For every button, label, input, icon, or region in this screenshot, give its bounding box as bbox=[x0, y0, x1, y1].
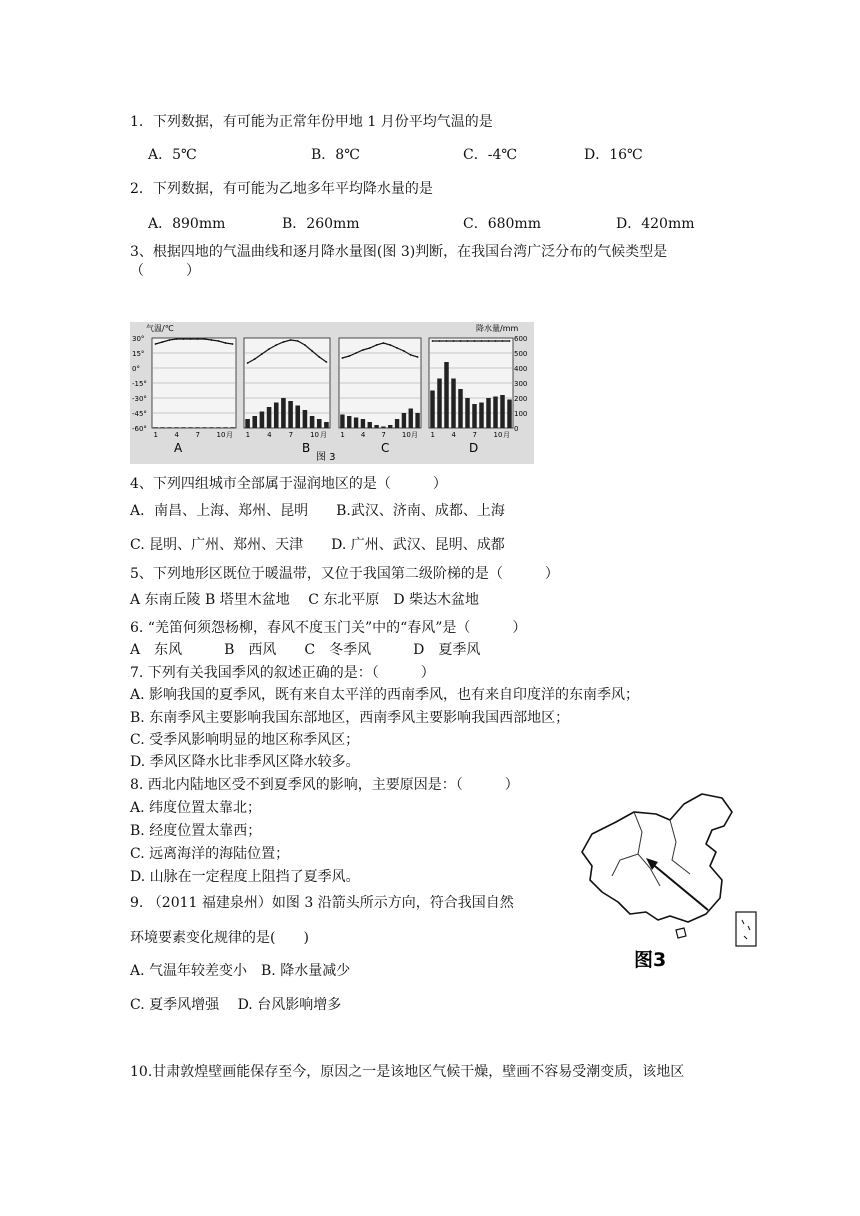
precipitation-bar bbox=[486, 398, 490, 428]
precipitation-bar bbox=[195, 427, 199, 428]
hainan-island bbox=[676, 928, 686, 938]
q8-option-c: C. 远离海洋的海陆位置； bbox=[130, 846, 290, 862]
q4-options-cd: C. 昆明、广州、郑州、天津 D. 广州、武汉、昆明、成都 bbox=[130, 537, 505, 553]
temperature-point bbox=[403, 350, 405, 352]
temperature-point bbox=[183, 338, 185, 340]
precipitation-tick-label: 600 bbox=[514, 335, 528, 343]
precipitation-bar bbox=[374, 425, 378, 428]
precipitation-bar bbox=[437, 379, 441, 429]
precipitation-bar bbox=[245, 419, 250, 428]
q7-option-b: B. 东南季风主要影响我国东部地区，西南季风主要影响我国西部地区； bbox=[130, 710, 570, 726]
precipitation-bar bbox=[361, 419, 365, 428]
temperature-point bbox=[254, 358, 256, 360]
precipitation-bar bbox=[181, 427, 185, 428]
temperature-point bbox=[410, 354, 412, 356]
precipitation-ticks bbox=[514, 335, 527, 433]
month-unit-label: 月 bbox=[503, 431, 510, 439]
q9-options-cd: C. 夏季风增强 D. 台风影响增多 bbox=[130, 997, 342, 1013]
question-2-stem: 2．下列数据，有可能为乙地多年平均降水量的是 bbox=[130, 181, 433, 197]
precipitation-bar bbox=[252, 416, 257, 428]
panel-label: D bbox=[469, 441, 479, 455]
climate-panel-C bbox=[339, 338, 421, 455]
temperature-point bbox=[355, 352, 357, 354]
temperature-point bbox=[247, 362, 249, 364]
month-tick-label: 7 bbox=[381, 431, 386, 439]
precipitation-bar bbox=[507, 400, 511, 429]
temperature-point bbox=[453, 340, 455, 342]
temperature-point bbox=[383, 342, 385, 344]
temperature-point bbox=[190, 338, 192, 340]
question-8-stem: 8. 西北内陆地区受不到夏季风的影响，主要原因是：（ ） bbox=[130, 777, 519, 793]
q2-option-d: D．420mm bbox=[616, 216, 695, 232]
precipitation-bar bbox=[444, 362, 448, 428]
q9-options-ab: A. 气温年较差变小 B. 降水量减少 bbox=[130, 963, 351, 979]
precipitation-bar bbox=[174, 427, 178, 428]
precipitation-bar bbox=[354, 418, 358, 429]
temperature-point bbox=[204, 338, 206, 340]
temperature-ticks bbox=[132, 335, 147, 433]
question-1-stem: 1．下列数据，有可能为正常年份甲地 1 月份平均气温的是 bbox=[130, 114, 493, 130]
precipitation-bar bbox=[395, 419, 399, 428]
temperature-point bbox=[290, 339, 292, 341]
month-tick-label: 1 bbox=[153, 431, 158, 439]
panel-label: C bbox=[381, 441, 390, 455]
precipitation-bar bbox=[493, 397, 497, 429]
month-tick-label: 4 bbox=[267, 431, 272, 439]
precipitation-bar bbox=[188, 427, 192, 428]
climate-panel-D bbox=[429, 338, 513, 455]
question-9-stem: 9. （2011 福建泉州）如图 3 沿箭头所示方向，符合我国自然 bbox=[130, 895, 514, 911]
climate-panel-A bbox=[152, 338, 236, 455]
q6-options: A 东风 B 西风 C 冬季风 D 夏季风 bbox=[130, 642, 481, 658]
precipitation-bar bbox=[153, 427, 157, 428]
precipitation-bar bbox=[500, 395, 504, 428]
precipitation-bar bbox=[465, 398, 469, 428]
panel-label: B bbox=[302, 441, 311, 455]
q8-option-b: B. 经度位置太靠西； bbox=[130, 823, 262, 839]
temperature-point bbox=[467, 340, 469, 342]
temperature-tick-label: -45° bbox=[132, 410, 147, 418]
panel-label: A bbox=[174, 441, 183, 455]
temperature-point bbox=[417, 356, 419, 358]
month-tick-label: 7 bbox=[288, 431, 294, 439]
temperature-tick-label: 30° bbox=[132, 335, 145, 343]
precipitation-bar bbox=[209, 427, 213, 428]
temperature-point bbox=[218, 340, 220, 342]
question-6-stem: 6. “羌笛何须怨杨柳，春风不度玉门关”中的“春风”是（ ） bbox=[130, 620, 527, 636]
temperature-point bbox=[283, 341, 285, 343]
temperature-tick-label: -15° bbox=[132, 380, 147, 388]
temperature-point bbox=[474, 340, 476, 342]
temperature-point bbox=[275, 344, 277, 346]
precipitation-axis-label: 降水量/mm bbox=[476, 324, 519, 333]
temperature-point bbox=[211, 339, 213, 341]
q1-option-c: C．-4℃ bbox=[463, 147, 518, 163]
precipitation-bar bbox=[430, 391, 434, 429]
question-4-stem: 4、下列四组城市全部属于湿润地区的是（ ） bbox=[130, 476, 447, 492]
china-map-figure bbox=[572, 790, 760, 970]
q7-option-a: A. 影响我国的夏季风，既有来自太平洋的西南季风，也有来自印度洋的东南季风； bbox=[130, 687, 640, 703]
question-3-stem: 3、根据四地的气温曲线和逐月降水量图(图 3)判断，在我国台湾广泛分布的气候类型是 bbox=[130, 244, 668, 260]
precipitation-bar bbox=[167, 427, 171, 428]
q4-options-ab: A．南昌、上海、郑州、昆明 B.武汉、济南、成都、上海 bbox=[130, 503, 505, 519]
precipitation-bar bbox=[451, 379, 455, 429]
temperature-point bbox=[197, 338, 199, 340]
temperature-tick-label: 15° bbox=[132, 350, 145, 358]
temperature-tick-label: -30° bbox=[132, 395, 147, 403]
month-tick-label: 7 bbox=[472, 431, 477, 439]
temperature-point bbox=[342, 357, 344, 359]
precipitation-bar bbox=[381, 427, 385, 429]
precipitation-bar bbox=[260, 412, 265, 429]
precipitation-bar bbox=[303, 410, 308, 428]
q1-option-d: D．16℃ bbox=[584, 147, 643, 163]
month-tick-label: 1 bbox=[245, 431, 251, 439]
temperature-point bbox=[481, 340, 483, 342]
temperature-point bbox=[225, 342, 227, 344]
temperature-point bbox=[232, 343, 234, 345]
q7-option-d: D. 季风区降水比非季风区降水较多。 bbox=[130, 754, 360, 770]
precipitation-bar bbox=[281, 398, 286, 428]
precipitation-bar bbox=[202, 427, 206, 428]
temperature-point bbox=[318, 356, 320, 358]
precipitation-bar bbox=[458, 389, 462, 428]
temperature-point bbox=[432, 340, 434, 342]
precipitation-tick-label: 100 bbox=[514, 410, 528, 418]
month-tick-label: 10 bbox=[493, 431, 503, 439]
question-7-stem: 7. 下列有关我国季风的叙述正确的是：（ ） bbox=[130, 665, 435, 681]
temperature-point bbox=[326, 361, 328, 363]
precipitation-bar bbox=[223, 427, 227, 428]
month-tick-label: 1 bbox=[430, 431, 435, 439]
month-tick-label: 10 bbox=[310, 431, 320, 439]
month-tick-label: 1 bbox=[340, 431, 345, 439]
month-tick-label: 4 bbox=[360, 431, 366, 439]
climate-panel-B bbox=[244, 338, 330, 455]
temperature-point bbox=[311, 350, 313, 352]
temperature-point bbox=[439, 340, 441, 342]
month-tick-label: 4 bbox=[451, 431, 456, 439]
temperature-point bbox=[376, 344, 378, 346]
precipitation-tick-label: 400 bbox=[514, 365, 528, 373]
precipitation-bar bbox=[472, 404, 476, 428]
temperature-point bbox=[297, 340, 299, 342]
precipitation-bar bbox=[402, 413, 406, 428]
month-unit-label: 月 bbox=[320, 431, 327, 439]
temperature-point bbox=[169, 339, 171, 341]
q1-option-a: A．5℃ bbox=[148, 147, 197, 163]
precipitation-bar bbox=[479, 403, 483, 429]
temperature-point bbox=[502, 340, 504, 342]
precipitation-bar bbox=[295, 406, 300, 429]
precipitation-bar bbox=[160, 427, 164, 428]
question-5-stem: 5、下列地形区既位于暖温带，又位于我国第二级阶梯的是（ ） bbox=[130, 566, 559, 582]
precipitation-bar bbox=[347, 416, 351, 428]
figure-3-map-caption: 图3 bbox=[634, 949, 667, 970]
precipitation-bar bbox=[415, 413, 419, 428]
temperature-point bbox=[176, 338, 178, 340]
china-outline bbox=[582, 794, 732, 922]
precipitation-tick-label: 200 bbox=[514, 395, 528, 403]
precipitation-bar bbox=[230, 427, 234, 428]
q5-options: A 东南丘陵 B 塔里木盆地 C 东北平原 D 柴达木盆地 bbox=[130, 592, 480, 608]
precipitation-bar bbox=[340, 415, 344, 429]
temperature-point bbox=[162, 341, 164, 343]
q1-option-b: B．8℃ bbox=[311, 147, 360, 163]
precipitation-bar bbox=[274, 403, 279, 429]
q8-option-a: A. 纬度位置太靠北； bbox=[130, 800, 262, 816]
month-tick-label: 10 bbox=[401, 431, 411, 439]
q7-option-c: C. 受季风影响明显的地区称季风区； bbox=[130, 732, 360, 748]
q8-option-d: D. 山脉在一定程度上阻挡了夏季风。 bbox=[130, 869, 360, 885]
precipitation-bar bbox=[317, 419, 322, 428]
temperature-point bbox=[389, 344, 391, 346]
figure-3-caption: 图 3 bbox=[316, 452, 336, 463]
month-tick-label: 10 bbox=[216, 431, 226, 439]
q2-option-b: B．260mm bbox=[282, 216, 360, 232]
climate-charts-figure bbox=[130, 322, 534, 464]
internal-boundary bbox=[612, 812, 690, 886]
temperature-point bbox=[495, 340, 497, 342]
month-tick-label: 7 bbox=[195, 431, 200, 439]
month-tick-label: 4 bbox=[174, 431, 179, 439]
temperature-point bbox=[369, 347, 371, 349]
precipitation-tick-label: 500 bbox=[514, 350, 528, 358]
precipitation-bar bbox=[310, 416, 315, 428]
temperature-tick-label: 0° bbox=[132, 365, 140, 373]
south-sea-inset bbox=[736, 912, 756, 946]
precipitation-tick-label: 0 bbox=[514, 425, 519, 433]
temperature-point bbox=[446, 340, 448, 342]
precipitation-bar bbox=[388, 425, 392, 428]
temperature-point bbox=[460, 340, 462, 342]
temperature-tick-label: -60° bbox=[132, 425, 147, 433]
temperature-point bbox=[396, 347, 398, 349]
climate-panels bbox=[152, 338, 513, 455]
temperature-point bbox=[509, 340, 511, 342]
month-unit-label: 月 bbox=[411, 431, 418, 439]
precipitation-bar bbox=[324, 422, 329, 428]
temperature-axis-label: 气温/℃ bbox=[146, 324, 174, 333]
precipitation-bar bbox=[267, 407, 272, 428]
precipitation-tick-label: 300 bbox=[514, 380, 528, 388]
temperature-point bbox=[348, 355, 350, 357]
q2-option-a: A．890mm bbox=[148, 216, 226, 232]
temperature-point bbox=[362, 349, 364, 351]
precipitation-bar bbox=[409, 409, 413, 429]
precipitation-bar bbox=[216, 427, 220, 428]
temperature-point bbox=[488, 340, 490, 342]
temperature-point bbox=[304, 344, 306, 346]
q2-option-c: C．680mm bbox=[463, 216, 541, 232]
question-3-stem-bracket: （ ） bbox=[130, 263, 200, 279]
precipitation-bar bbox=[368, 422, 372, 428]
question-9-stem-cont: 环境要素变化规律的是( ) bbox=[130, 930, 309, 946]
temperature-point bbox=[155, 343, 157, 345]
temperature-point bbox=[261, 353, 263, 355]
temperature-point bbox=[268, 348, 270, 350]
month-unit-label: 月 bbox=[226, 431, 233, 439]
question-10-stem: 10.甘肃敦煌壁画能保存至今，原因之一是该地区气候干燥，壁画不容易受潮变质，该地区 bbox=[130, 1064, 685, 1080]
direction-arrow bbox=[650, 862, 708, 910]
precipitation-bar bbox=[288, 401, 293, 428]
